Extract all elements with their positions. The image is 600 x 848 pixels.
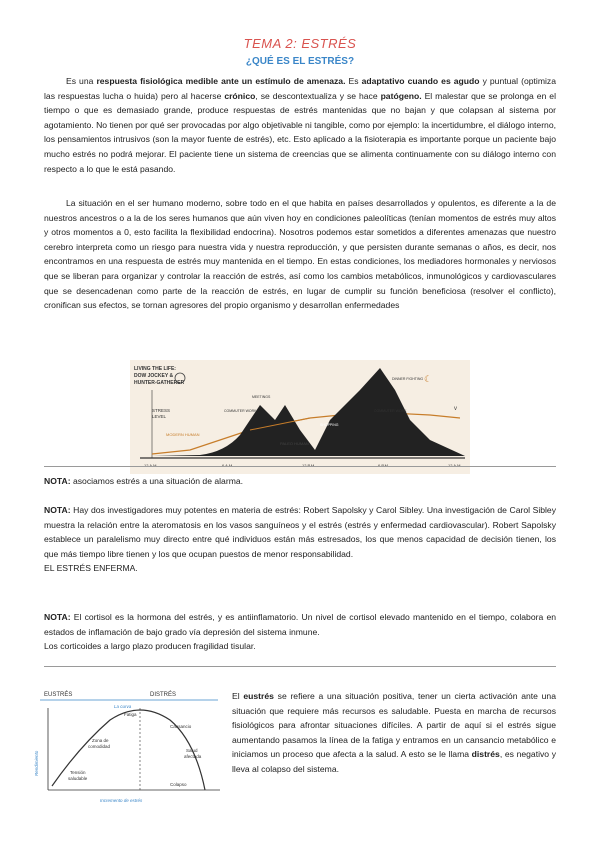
label-salud-1: Salud	[186, 748, 198, 753]
label-modern-human: MODERN HUMAN	[166, 432, 200, 437]
divider-2	[44, 666, 556, 667]
label-fatiga: Fatiga	[124, 712, 137, 717]
label-commute-1: COMMUTER WORK	[224, 409, 257, 413]
label-paleo-human: PALEO HUMAN	[280, 441, 309, 446]
intro-paragraph: Es una respuesta fisiológica medible ante un estímulo de amenaza. Es adaptativo cuando es agudo y puntual (optimiza las respuestas lucha o huida) pero al hacerse crónico, se descontextualiza y se hace patógeno. El malestar que se prolonga en el tiempo o que es demasiado grande, produce respuestas de estrés mantenidas que no bajan y que colapsan al sistema por agotamiento. No tienen por qué ser provocadas por algo objetivable ni tangible, como por ejemplo: la incertidumbre, el diálogo interno, los pensamientos intrusivos (son la mayor fuente de estrés), etc. Esto aplicado a la fisioterapia es importante porque un paciente bajo mucho estrés no podrá mejorar. El paciente tiene un sistema de creencias que se alimenta continuamente con su diálogo interno con respecto a lo que le está pasando.	[44, 76, 556, 174]
label-colapso: Colapso	[170, 782, 187, 787]
label-tension-1: Tensión	[70, 770, 86, 775]
label-eustres: EUSTRÉS	[44, 692, 73, 698]
label-meetings: MEETINGS	[252, 395, 271, 399]
fig1-heading-2: DOW JOCKEY &	[134, 373, 174, 379]
label-zona-2: comodidad	[88, 744, 111, 749]
label-zona-1: Zona de	[92, 738, 109, 743]
fig1-ylabel-2: LEVEL	[152, 414, 167, 419]
corticoids-note: Los corticoides a largo plazo producen fragilidad tisular.	[44, 641, 256, 652]
sleep-icon: v	[454, 406, 457, 412]
fig1-ylabel-1: STRESS	[152, 408, 171, 413]
moon-icon: ☾	[424, 374, 433, 384]
label-salud-2: afectada	[184, 754, 202, 759]
label-tension-2: saludable	[68, 776, 88, 781]
stress-sickens: EL ESTRÉS ENFERMA.	[44, 563, 138, 574]
fig1-heading-3: HUNTER-GATHERER	[134, 380, 185, 386]
note-researchers: NOTA: Hay dos investigadores muy potentes en materia de estrés: Robert Sapolsky y Carol Sibley. Una investigación de Carol Sibley muestra la relación entre la ateromatosis en los vasos sanguíneos y el estrés (estrés y enfermedad cardiovascular). Robert Sapolsky establece un paralelismo muy directo entre qué individuos están más estresados, los que menos capacidad de decisión tienen, los que más tiempo libre tienen y los que ocupan puestos de menor responsabilidad. EL ESTRÉS ENFERMA.	[44, 505, 556, 574]
note-alarm: NOTA: asociamos estrés a una situación de alarma.	[44, 476, 244, 486]
label-cansancio: Cansancio	[170, 724, 192, 729]
y-axis-label: Rendimiento	[34, 750, 39, 776]
note-cortisol: NOTA: El cortisol es la hormona del estrés, y es antiinflamatorio. Un nivel de cortisol elevado mantenido en el tiempo, colabora en estados de inflamación de bajo grado vía depresión del sistema inmune. Los corticoides a largo plazo producen fragilidad tisular.	[44, 612, 556, 652]
x-axis-label: Incremento de estrés	[100, 798, 143, 803]
fig1-heading-1: LIVING THE LIFE:	[134, 366, 176, 372]
page-title: TEMA 2: ESTRÉS	[243, 36, 357, 51]
stress-curve-figure	[30, 686, 226, 812]
section-subtitle: ¿QUÉ ES EL ESTRÉS?	[245, 56, 355, 67]
divider-1	[44, 466, 556, 467]
label-dinner: DINNER FIGHTING	[392, 377, 424, 381]
label-commute-2: COMMUTER WORK	[374, 409, 407, 413]
label-shopping: SHOPPING	[320, 423, 339, 427]
label-curve: La curva	[114, 704, 132, 709]
stress-day-figure	[130, 360, 470, 474]
eustres-distres-paragraph: El eustrés se refiere a una situación positiva, tener un cierta activación ante una situación que requiere más recursos es saludable. Puesta en marcha de recursos fisiológicos para afrontar situaciones difíciles. A partir de aquí si el estrés sigue aumentando pasamos la línea de la fatiga y entramos en un cansancio metabólico e iniciamos un proceso que afecta a la salud. A esto se le llama distrés, es negativo y lleva al colapso del sistema.	[232, 691, 556, 774]
label-distres: DISTRÉS	[150, 692, 177, 698]
modern-human-paragraph: La situación en el ser humano moderno, sobre todo en el que habita en países desarrollados y opulentos, es diferente a la de nuestros ancestros o a la de los seres humanos que aún viven hoy en condiciones paleolíticas (tenían momentos de estrés muy altos y otros momentos a 0, esto facilita la flexibilidad endocrina). Nosotros podemos estar sometidos a diferentes amenazas que nuestro cerebro interpreta como un riesgo para nuestra vida y nuestra reproducción, y que persisten durante semanas o años, es decir, nos encontramos en una respuesta de estrés muy mantenida en el tiempo. En estas condiciones, los mediadores hormonales y nerviosos que se liberan para organizar y controlar la reacción de estrés, así como los cambios metabólicos, inmunológicos y cardiovasculares que se desencadenan como parte de la reacción de estrés, en lugar de cumplir su función beneficiosa (resolver el conflicto), cronifican sus efectos, se tornan agresores del propio organismo y desarrollan enfermedades	[44, 198, 556, 311]
